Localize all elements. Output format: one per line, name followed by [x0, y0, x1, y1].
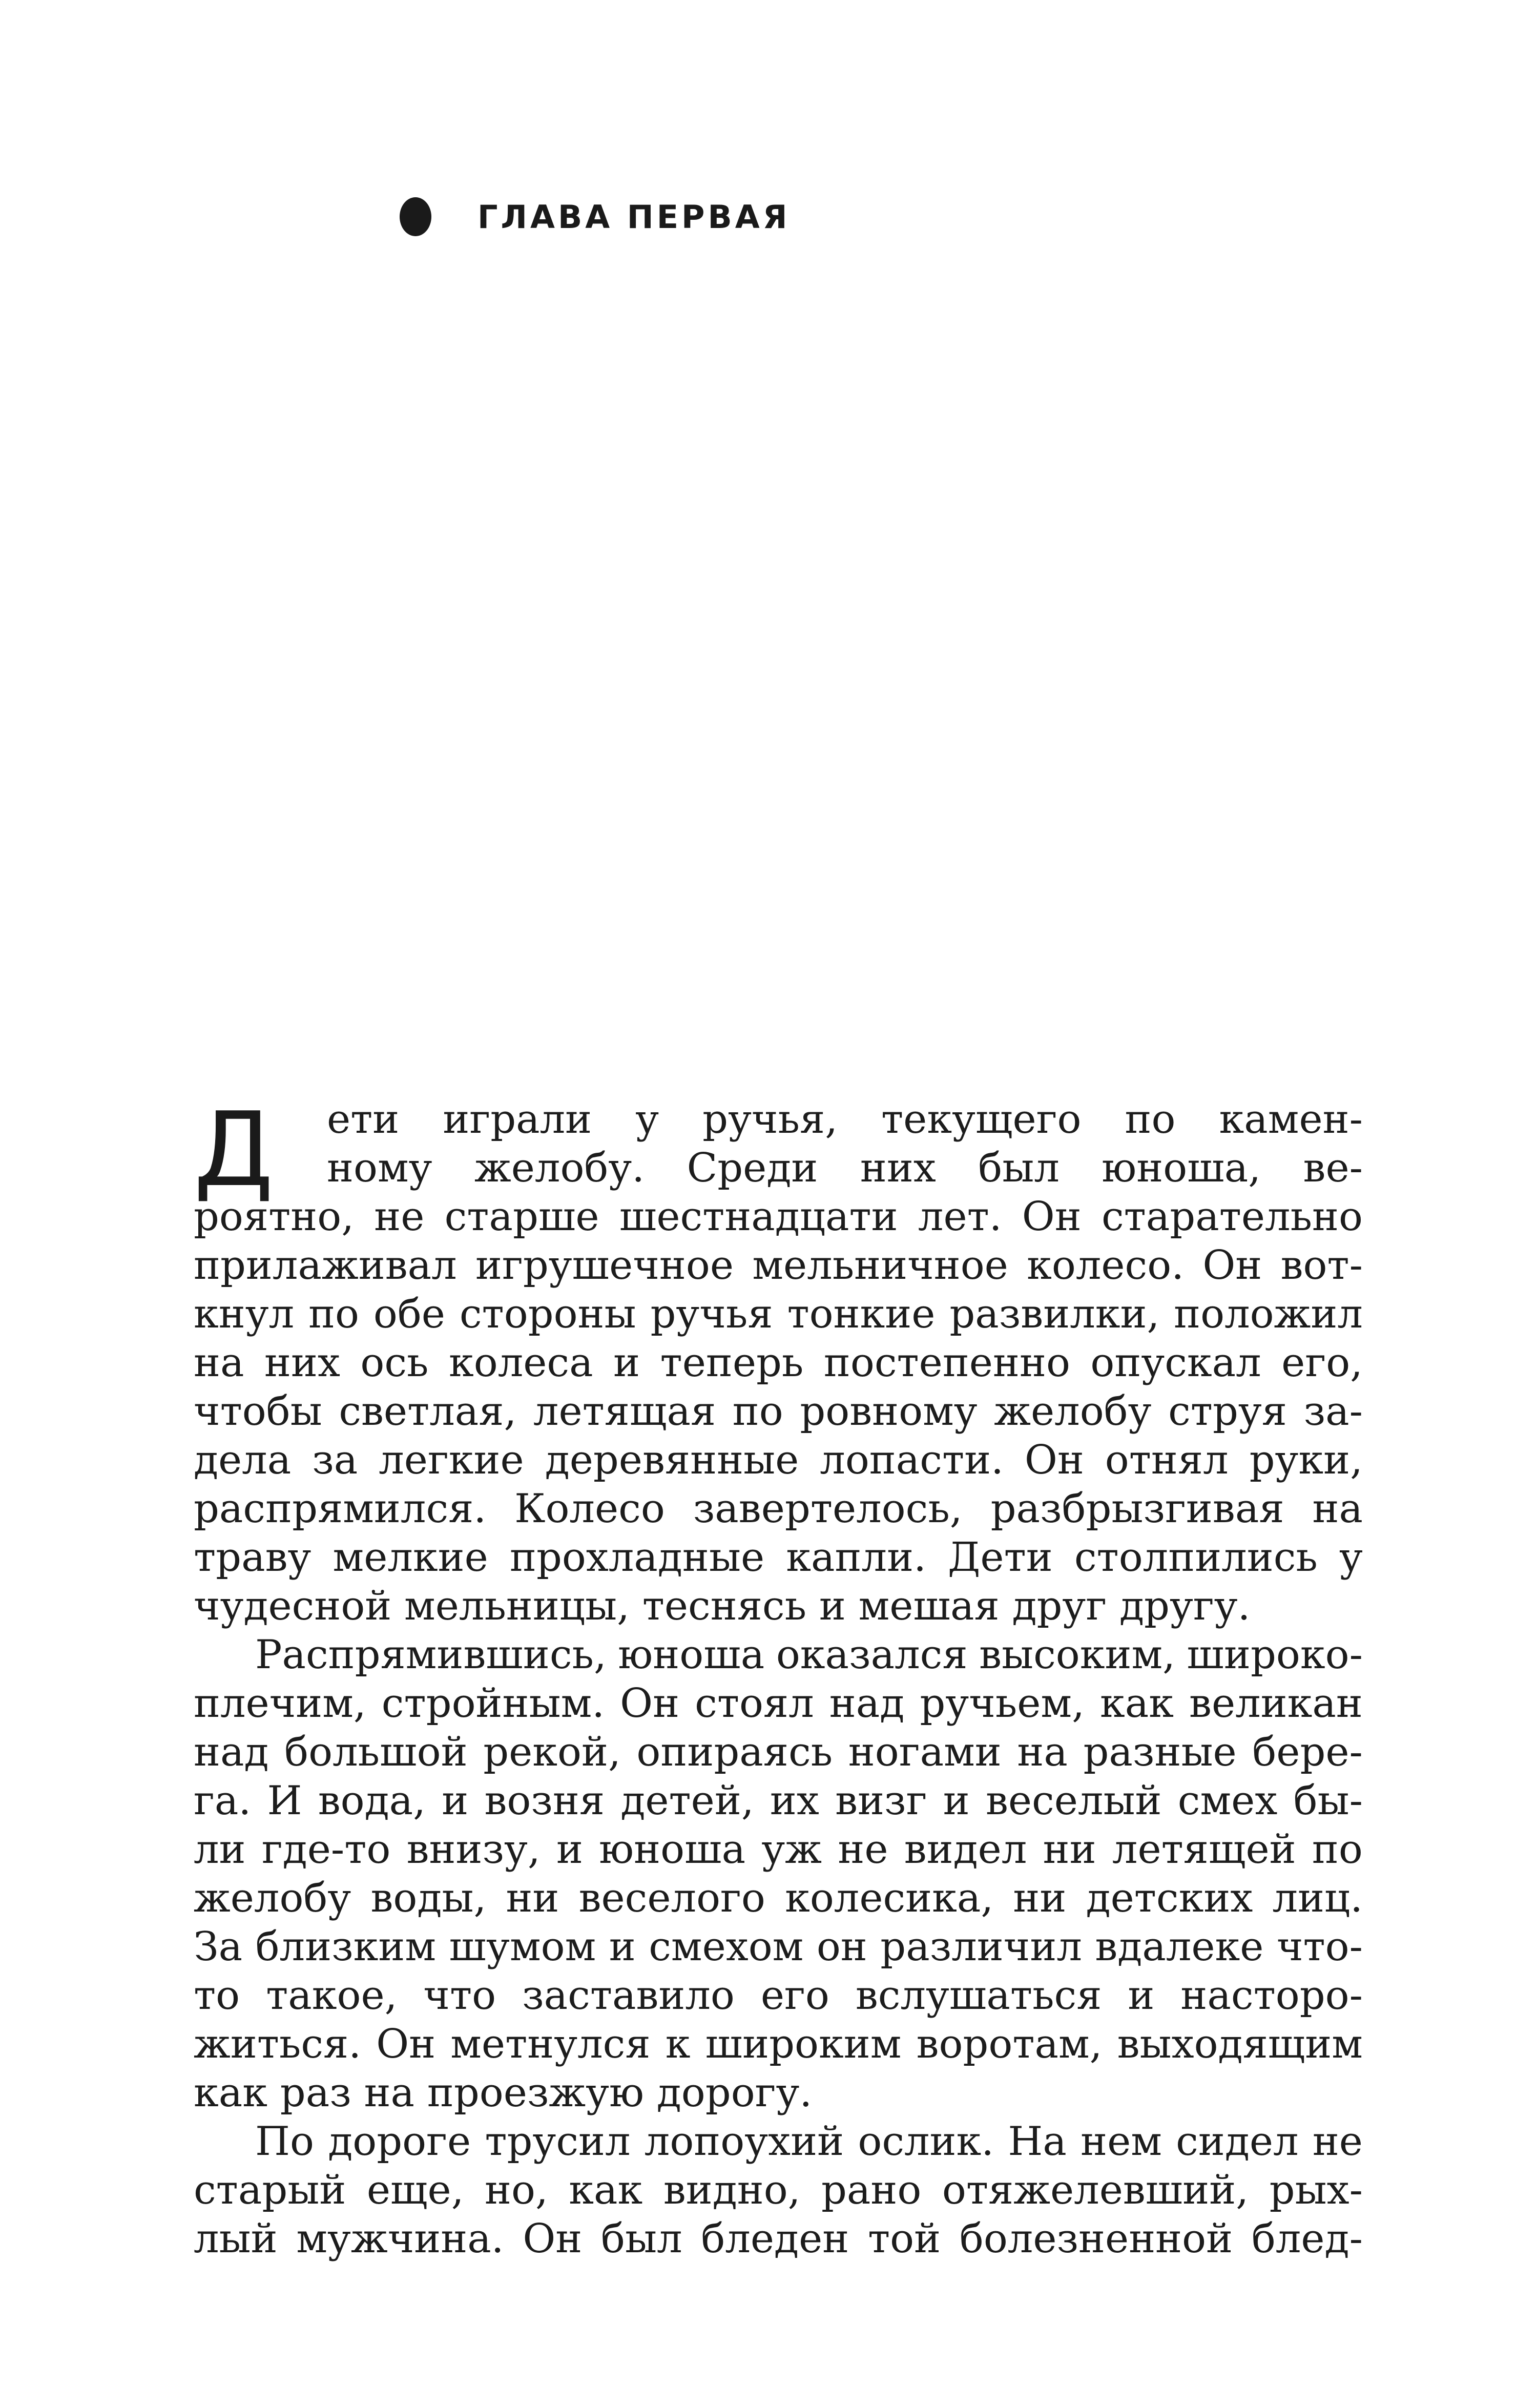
- bullet-icon: [400, 197, 431, 236]
- text-line: ети играли у ручья, текущего по камен-: [327, 1096, 1363, 1143]
- text-line: По дороге трусил лопоухий ослик. На нем сидел не: [255, 2119, 1363, 2165]
- chapter-heading: [400, 197, 790, 236]
- text-line: над большой рекой, опираясь ногами на разные бере-: [194, 1729, 1363, 1775]
- text-line: чтобы светлая, летящая по ровному желобу струя за-: [194, 1388, 1363, 1435]
- text-line: старый еще, но, как видно, рано отяжелевший, рых-: [194, 2167, 1363, 2213]
- text-line: дела за легкие деревянные лопасти. Он отнял руки,: [194, 1437, 1363, 1483]
- text-line: желобу воды, ни веселого колесика, ни детских лиц.: [194, 1875, 1363, 1921]
- text-line: житься. Он метнулся к широким воротам, выходящим: [194, 2021, 1363, 2067]
- text-line: Распрямившись, юноша оказался высоким, широко-: [255, 1632, 1363, 1678]
- text-line: га. И вода, и возня детей, их визг и веселый смех бы-: [194, 1778, 1363, 1824]
- text-line: ли где-то внизу, и юноша уж не видел ни летящей по: [194, 1826, 1363, 1873]
- text-line: лый мужчина. Он был бледен той болезненной блед-: [194, 2216, 1363, 2262]
- drop-cap: Д: [194, 1090, 274, 1210]
- text-line: За близким шумом и смехом он различил вдалеке что-: [194, 1924, 1363, 1970]
- text-line: прилаживал игрушечное мельничное колесо. Он вот-: [194, 1242, 1363, 1289]
- text-line: чудесной мельницы, теснясь и мешая друг другу.: [194, 1583, 1251, 1629]
- text-line: плечим, стройным. Он стоял над ручьем, как великан: [194, 1680, 1363, 1727]
- text-line: роятно, не старше шестнадцати лет. Он старательно: [194, 1194, 1363, 1240]
- chapter-title: ГЛАВА ПЕРВАЯ: [477, 198, 791, 236]
- text-line: траву мелкие прохладные капли. Дети столпились у: [194, 1534, 1363, 1581]
- text-line: кнул по обе стороны ручья тонкие развилки, положил: [194, 1291, 1363, 1337]
- text-line: ному желобу. Среди них был юноша, ве-: [327, 1145, 1363, 1191]
- body-text: [194, 1090, 1363, 2264]
- text-line: распрямился. Колесо завертелось, разбрызгивая на: [194, 1486, 1363, 1532]
- text-line: на них ось колеса и теперь постепенно опускал его,: [194, 1340, 1363, 1386]
- text-line: как раз на проезжую дорогу.: [194, 2070, 813, 2116]
- text-line: то такое, что заставило его вслушаться и насторо-: [194, 1973, 1363, 2019]
